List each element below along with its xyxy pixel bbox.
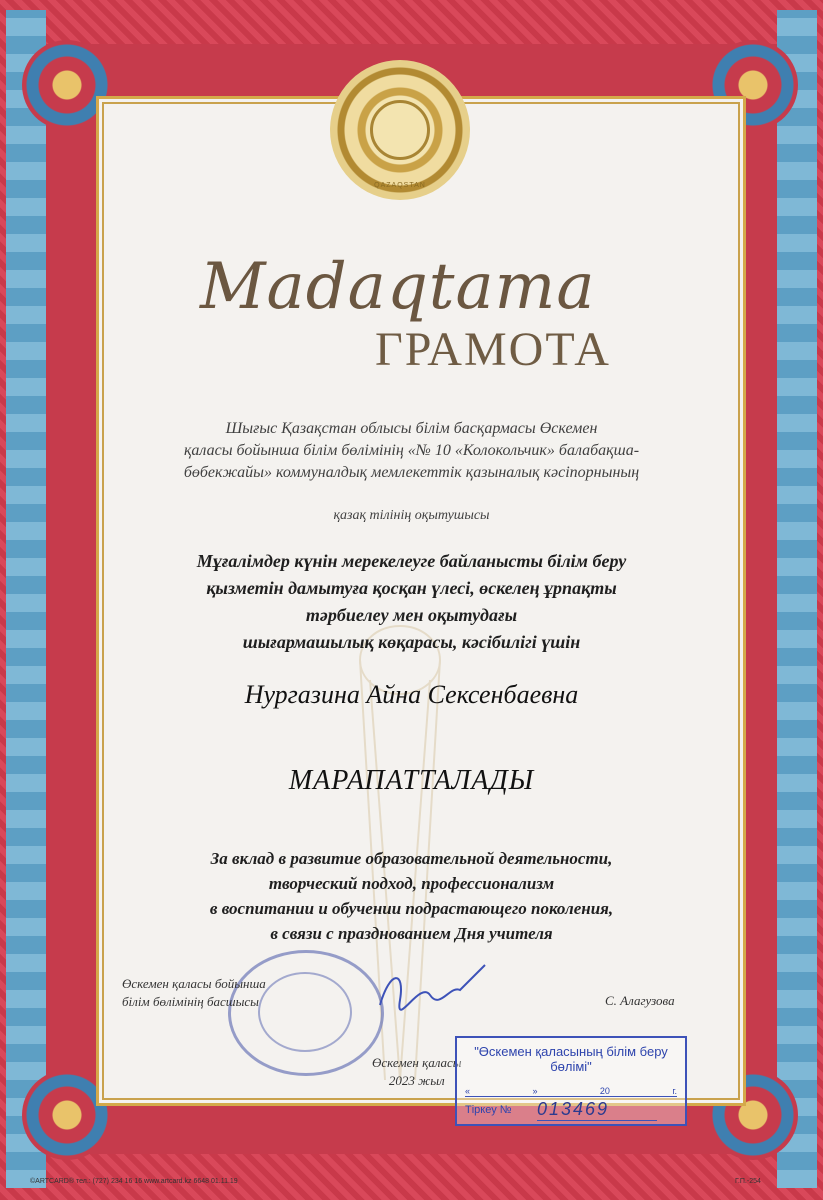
signatory-title bbox=[122, 975, 266, 1011]
organization-text bbox=[0, 418, 823, 484]
organization-line: қаласы бойынша білім бөлімінің «№ 10 «Колокольчик» балабақша- bbox=[183, 442, 640, 459]
handwritten-signature bbox=[370, 960, 490, 1020]
merit-ru-line: За вклад в развитие образовательной деятельности, bbox=[210, 849, 613, 868]
title-script bbox=[200, 250, 630, 324]
state-emblem-center bbox=[370, 100, 430, 160]
signatory-title-line: Өскемен қаласы бойынша bbox=[122, 976, 266, 991]
form-code: Г.П.-254 bbox=[735, 1178, 761, 1185]
registration-stamp-title: "Өскемен қаласының білім беру бөлімі" bbox=[474, 1044, 668, 1074]
recipient-role: қазақ тілінің оқытушысы bbox=[333, 508, 490, 523]
signatory-name: С. Алагузова bbox=[605, 993, 675, 1008]
printer-footer: ©ARTCARD® тел.: (727) 234 16 16 www.artcard.kz 6648 01.11.19 bbox=[30, 1178, 238, 1185]
signatory-title-line: білім бөлімінің басшысы bbox=[122, 994, 259, 1009]
awarded-heading: МАРАПАТТАЛАДЫ bbox=[288, 765, 535, 796]
organization-line: бөбекжайы» коммуналдық мемлекеттік қазыналық кәсіпорнының bbox=[183, 464, 640, 481]
merit-text-kz bbox=[0, 548, 823, 656]
merit-ru-line: в связи с празднованием Дня учителя bbox=[270, 924, 553, 943]
official-round-stamp-inner bbox=[258, 972, 352, 1052]
registration-date-suffix: г. bbox=[672, 1086, 677, 1096]
organization-line: Шығыс Қазақстан облысы білім басқармасы Өскемен bbox=[225, 420, 598, 437]
registration-stamp bbox=[455, 1036, 687, 1126]
registration-number-label: Тіркеу № bbox=[465, 1104, 512, 1116]
place-text: Өскемен қаласы bbox=[372, 1055, 462, 1070]
merit-kz-line: Мұғалімдер күнін мерекелеуге байланысты білім беру bbox=[196, 551, 627, 571]
merit-kz-line: тәрбиелеу мен оқытудағы bbox=[305, 605, 518, 625]
place-and-year bbox=[372, 1054, 462, 1090]
registration-number: 013469 bbox=[537, 1099, 657, 1121]
registration-date-mid: » bbox=[532, 1086, 538, 1096]
year-text: 2023 жыл bbox=[388, 1073, 445, 1088]
registration-date-open: « bbox=[465, 1086, 471, 1096]
registration-date-year: 20 bbox=[599, 1086, 610, 1096]
merit-kz-line: қызметін дамытуға қосқан үлесі, өскелең ұрпақты bbox=[206, 578, 617, 598]
state-emblem-label: QAZAQSTAN bbox=[374, 182, 426, 189]
merit-text-ru bbox=[0, 846, 823, 946]
merit-kz-line: шығармашылық көқарасы, кәсібилігі үшін bbox=[242, 632, 581, 652]
recipient-name: Нургазина Айна Сексенбаевна bbox=[244, 680, 579, 709]
merit-ru-line: в воспитании и обучении подрастающего поколения, bbox=[209, 899, 614, 918]
title-main: ГРАМОТА bbox=[375, 323, 611, 376]
merit-ru-line: творческий подход, профессионализм bbox=[268, 874, 555, 893]
title-script-text: Madaqtama bbox=[200, 250, 596, 324]
registration-date-line bbox=[465, 1086, 677, 1097]
